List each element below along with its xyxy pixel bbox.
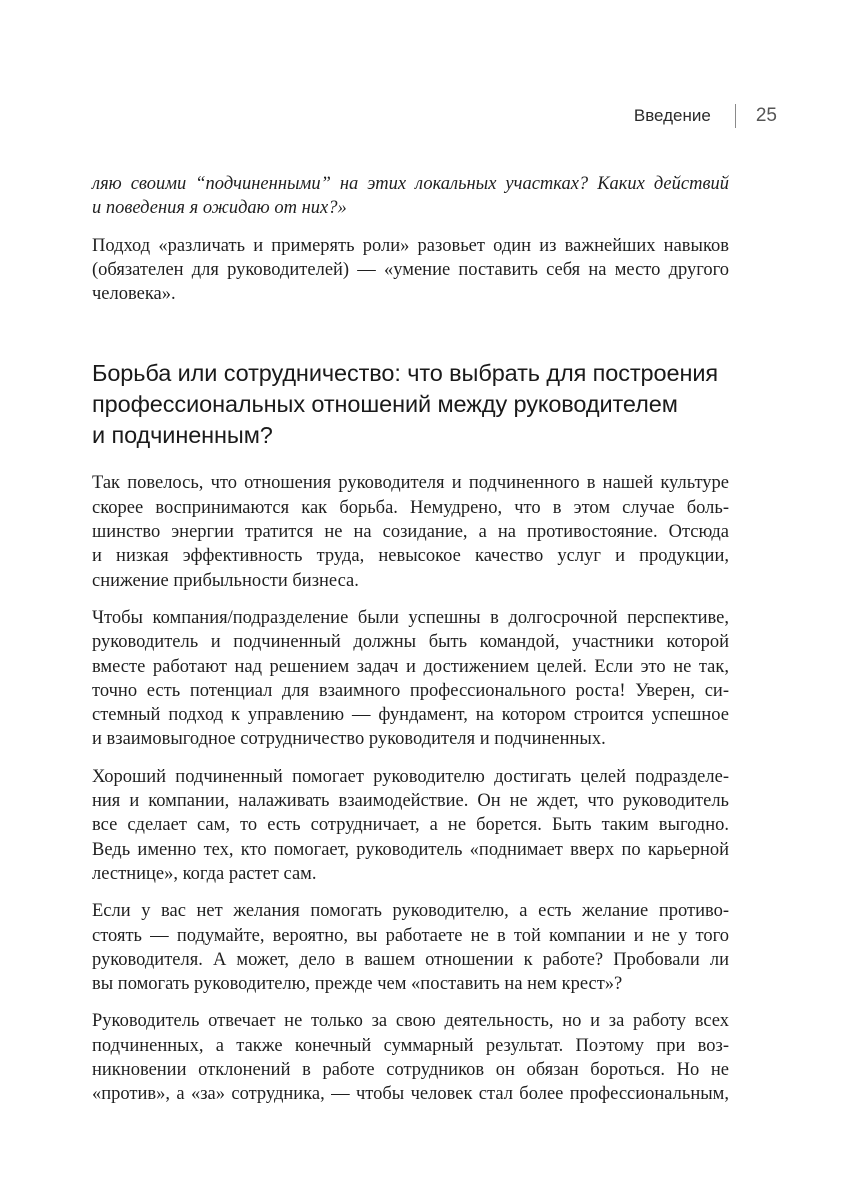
header-divider [735, 104, 736, 128]
text-line: и низкая эффективность труда, невысокое качество услуг и продукции, [92, 546, 729, 567]
paragraph [92, 899, 729, 996]
paragraph [92, 471, 729, 592]
section-heading [92, 358, 729, 451]
text-line: Руководитель отвечает не только за свою деятельность, но и за работу всех [92, 1011, 729, 1032]
text-line: Хороший подчиненный помогает руководителю достигать целей подразделе- [92, 766, 729, 787]
heading-line: Борьба или сотрудничество: что выбрать для построения [92, 360, 718, 387]
text-line: руководитель и подчиненный должны быть командой, участники которой [92, 632, 729, 653]
text-line: Подход «различать и примерять роли» разовьет один из важнейших навыков [92, 235, 729, 256]
text-line: Ведь именно тех, кто помогает, руководитель «поднимает вверх по карьерной [92, 839, 729, 860]
text-line: (обязателен для руководителей) — «умение поставить себя на место другого [92, 259, 729, 280]
quote-continuation [92, 172, 729, 221]
running-head [634, 104, 777, 128]
page-number: 25 [755, 105, 777, 126]
text-line: «против», а «за» сотрудника, — чтобы человек стал более профессиональным, [92, 1084, 729, 1105]
text-line: лестнице», когда растет сам. [92, 863, 317, 884]
text-line: подчиненных, а также конечный суммарный результат. Поэтому при воз- [92, 1035, 729, 1056]
text-line: человека». [92, 284, 176, 305]
text-line: вы помогать руководителю, прежде чем «поставить на нем крест»? [92, 974, 623, 995]
text-line: стемный подход к управлению — фундамент, на котором строится успешное [92, 705, 729, 726]
text-line: никновении отклонений в работе сотрудников он обязан бороться. Но не [92, 1060, 729, 1081]
text-line: шинство энергии тратится не на созидание, а на противостояние. Отсюда [92, 522, 729, 543]
text-line: и поведения я ожидаю от них?» [92, 198, 347, 219]
text-line: руководителя. А может, дело в вашем отношении к работе? Пробовали ли [92, 949, 729, 970]
paragraph [92, 1009, 729, 1106]
page-body [92, 172, 729, 1120]
intro-paragraph [92, 234, 729, 307]
paragraph [92, 606, 729, 752]
text-line: ния и компании, налаживать взаимодействие. Он не ждет, что руководитель [92, 791, 729, 812]
text-line: скорее воспринимаются как борьба. Немудрено, что в этом случае боль- [92, 497, 729, 518]
text-line: снижение прибыльности бизнеса. [92, 570, 359, 591]
text-line: вместе работают над решением задач и достижением целей. Если это не так, [92, 656, 729, 677]
text-line: стоять — подумайте, вероятно, вы работаете не в той компании и не у того [92, 925, 729, 946]
paragraph [92, 765, 729, 886]
text-line: Так повелось, что отношения руководителя и подчиненного в нашей культуре [92, 473, 729, 494]
text-line: точно есть потенциал для взаимного профессионального роста! Уверен, си- [92, 680, 729, 701]
text-line: и взаимовыгодное сотрудничество руководителя и подчиненных. [92, 729, 606, 750]
section-name: Введение [633, 106, 711, 125]
heading-line: профессиональных отношений между руководителем [92, 391, 678, 418]
text-line: Если у вас нет желания помогать руководителю, а есть желание противо- [92, 901, 729, 922]
text-line: ляю своими “подчиненными” на этих локальных участках? Каких действий [92, 174, 729, 194]
text-line: Чтобы компания/подразделение были успешны в долгосрочной перспективе, [92, 607, 729, 628]
text-line: все сделает сам, то есть сотрудничает, а не борется. Быть таким выгодно. [92, 815, 729, 836]
heading-line: и подчиненным? [92, 422, 273, 449]
